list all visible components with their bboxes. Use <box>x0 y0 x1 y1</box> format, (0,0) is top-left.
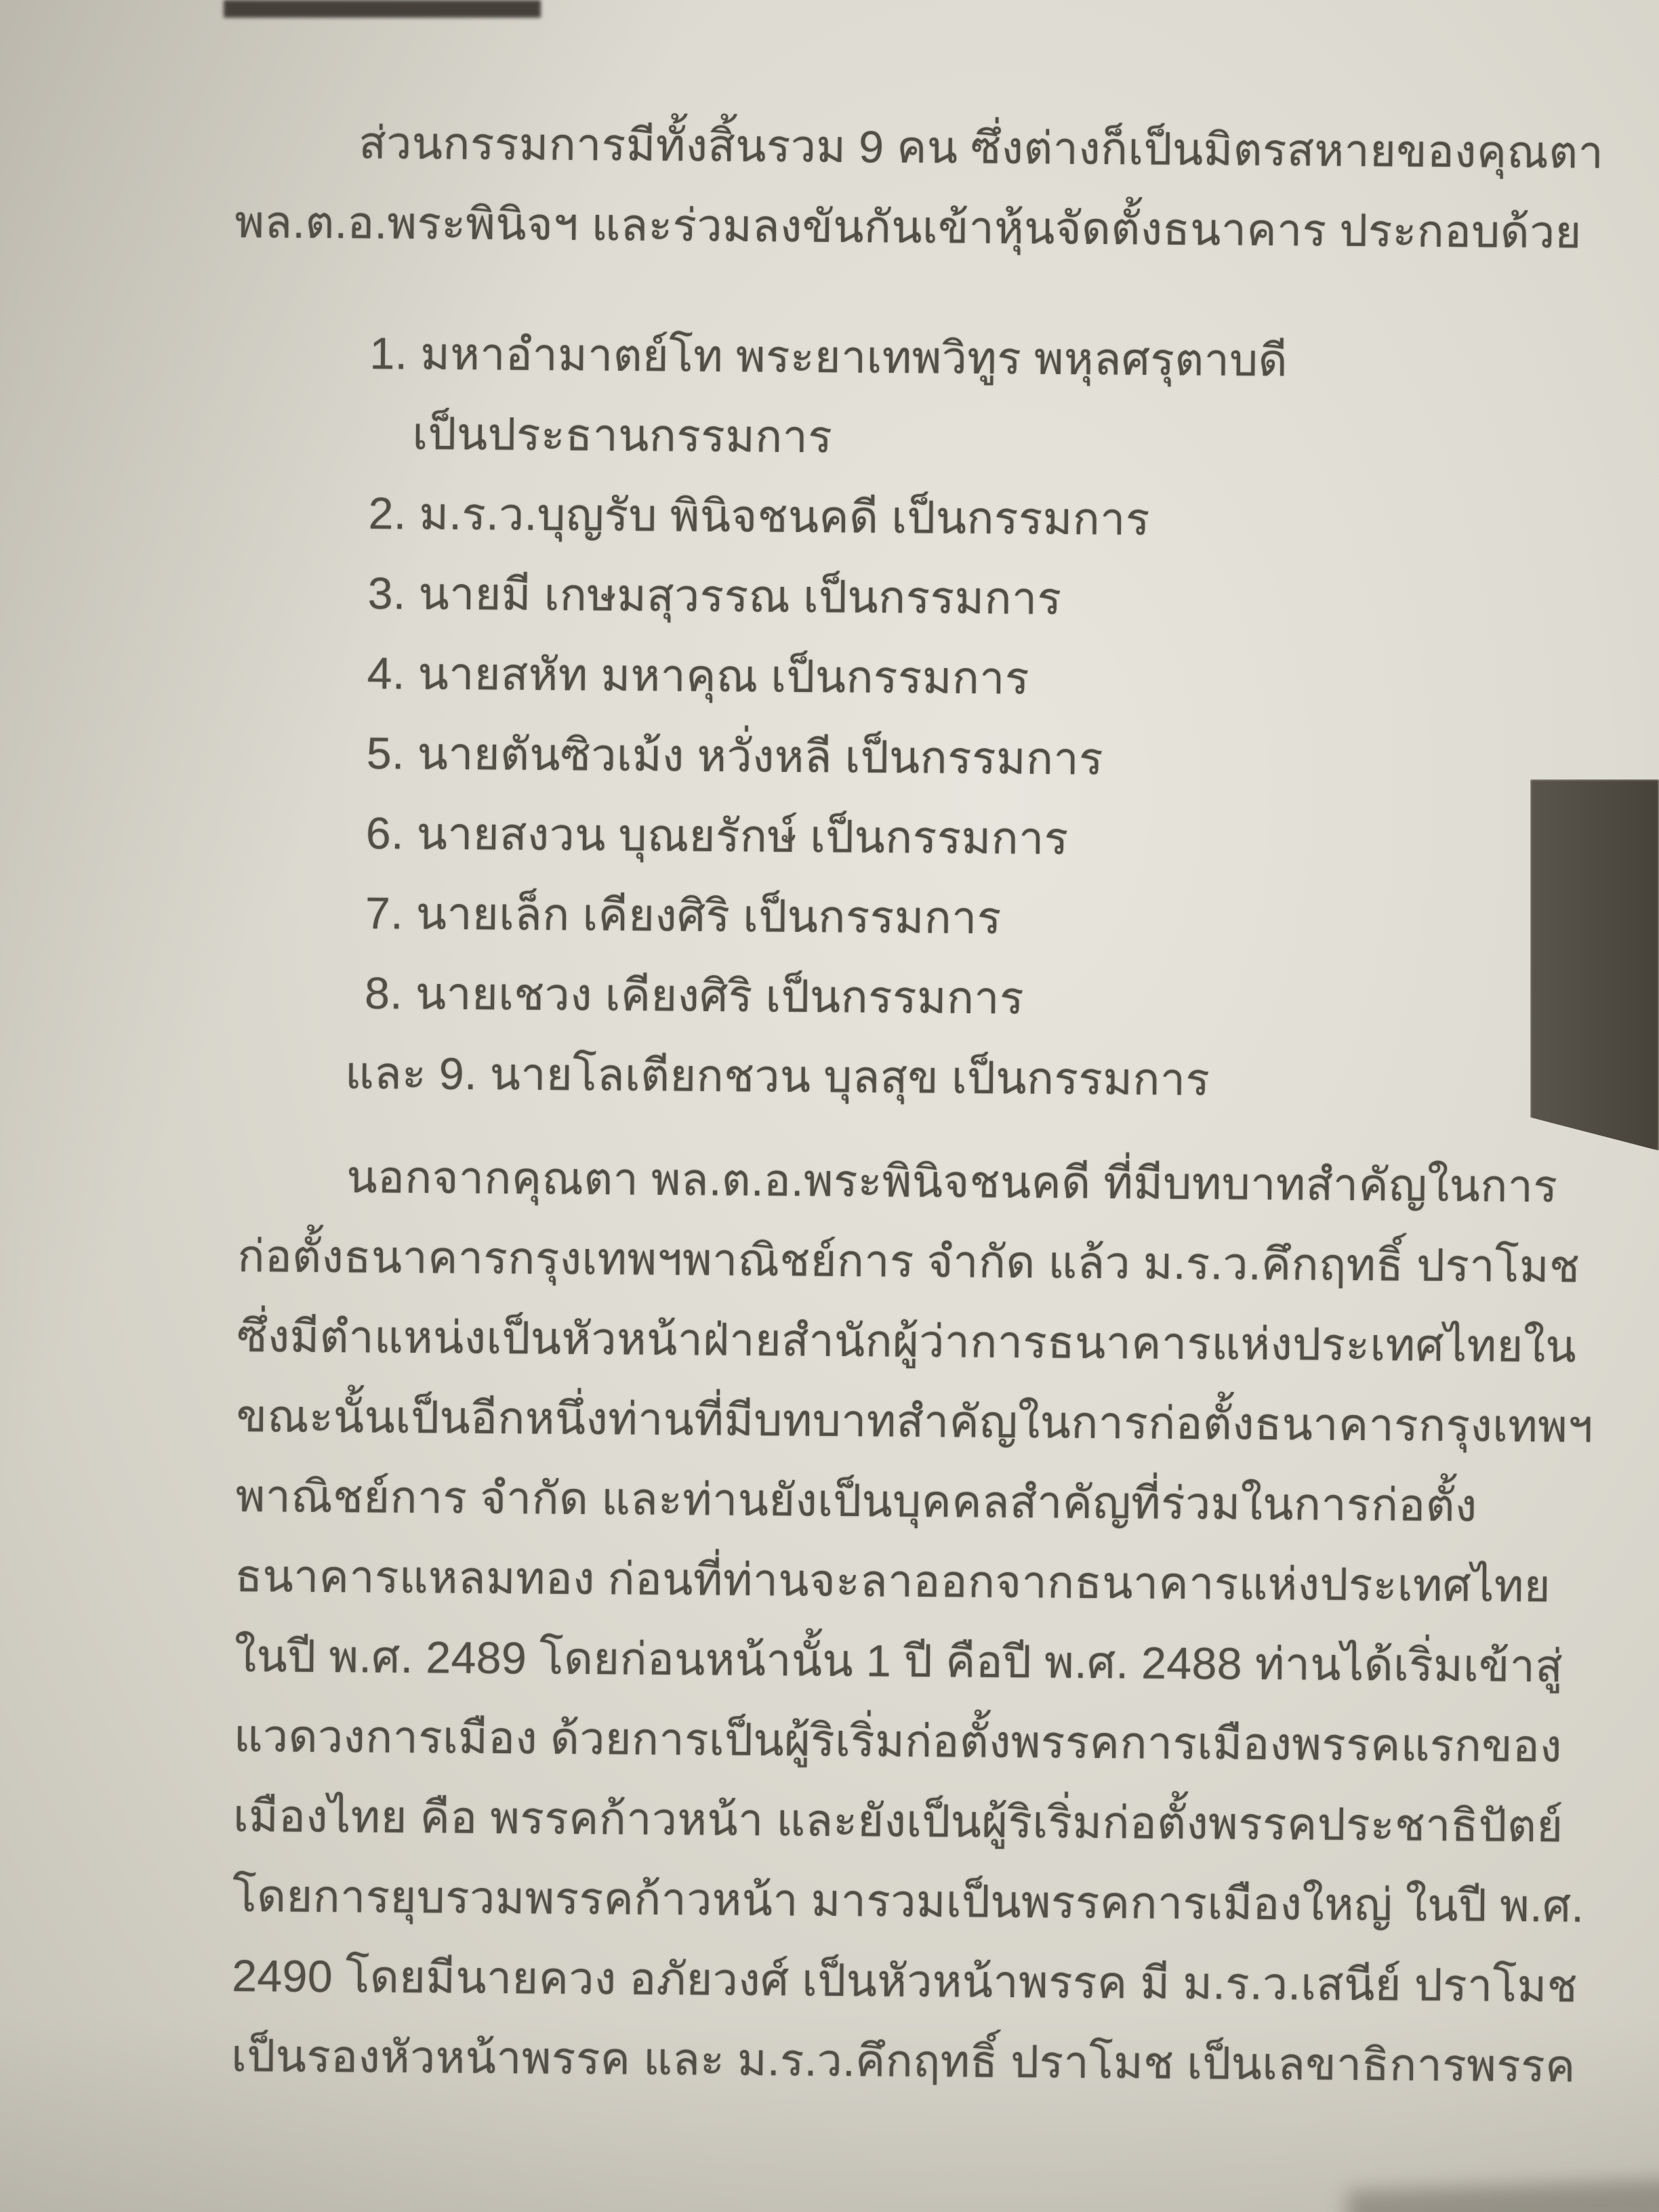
list-item: 1. มหาอำมาตย์โท พระยาเทพวิทูร พหุลศรุตาบดี <box>369 327 1288 386</box>
text-line: ธนาคารแหลมทอง ก่อนที่ท่านจะลาออกจากธนาคารแห่งประเทศไทย <box>234 1550 1551 1612</box>
top-edge-shadow <box>224 0 541 18</box>
list-item: 6. นายสงวน บุณยรักษ์ เป็นกรรมการ <box>365 807 1069 864</box>
intro-paragraph <box>234 102 1625 272</box>
list-item: 3. นายมี เกษมสุวรรณ เป็นกรรมการ <box>367 567 1062 624</box>
text-line: ซึ่งมีตำแหน่งเป็นหัวหน้าฝ่ายสำนักผู้ว่าการธนาคารแห่งประเทศไทยใน <box>237 1310 1577 1372</box>
body-paragraph <box>231 1136 1635 2106</box>
text-line: พาณิชย์การ จำกัด และท่านยังเป็นบุคคลสำคัญที่ร่วมในการก่อตั้ง <box>235 1470 1478 1531</box>
list-item: 4. นายสหัท มหาคุณ เป็นกรรมการ <box>367 647 1030 703</box>
list-item-continuation: เป็นประธานกรรมการ <box>412 408 833 462</box>
text-line: ก่อตั้งธนาคารกรุงเทพฯพาณิชย์การ จำกัด แล้ว ม.ร.ว.คึกฤทธิ์ ปราโมช <box>237 1230 1580 1292</box>
list-item: 5. นายตันซิวเม้ง หวั่งหลี เป็นกรรมการ <box>366 727 1104 784</box>
bottom-corner-shadow <box>1347 2179 1659 2212</box>
committee-list <box>344 313 1658 1123</box>
text-line: 2490 โดยมีนายควง อภัยวงศ์ เป็นหัวหน้าพรรค มี ม.ร.ว.เสนีย์ ปราโมช <box>231 1950 1578 2011</box>
text-line: พล.ต.อ.พระพินิจฯ และร่วมลงขันกันเข้าหุ้นจัดตั้งธนาคาร ประกอบด้วย <box>234 196 1582 258</box>
list-item: และ 9. นายโลเตียกชวน บุลสุข เป็นกรรมการ <box>344 1047 1210 1105</box>
text-line: ส่วนกรรมการมีทั้งสิ้นรวม 9 คน ซึ่งต่างก็เป็นมิตรสหายของคุณตา <box>359 117 1604 178</box>
text-line: เมืองไทย คือ พรรคก้าวหน้า และยังเป็นผู้ริเริ่มก่อตั้งพรรคประชาธิปัตย์ <box>232 1790 1563 1851</box>
list-item: 7. นายเล็ก เคียงศิริ เป็นกรรมการ <box>365 887 1002 943</box>
text-line: โดยการยุบรวมพรรคก้าวหน้า มารวมเป็นพรรคการเมืองใหญ่ ในปี พ.ศ. <box>232 1870 1584 1931</box>
list-item: 8. นายเชวง เคียงศิริ เป็นกรรมการ <box>364 967 1025 1023</box>
text-line: ในปี พ.ศ. 2489 โดยก่อนหน้านั้น 1 ปี คือปี พ.ศ. 2488 ท่านได้เริ่มเข้าสู่ <box>234 1630 1563 1692</box>
text-line: ขณะนั้นเป็นอีกหนึ่งท่านที่มีบทบาทสำคัญในการก่อตั้งธนาคารกรุงเทพฯ <box>236 1390 1594 1452</box>
text-line: เป็นรองหัวหน้าพรรค และ ม.ร.ว.คึกฤทธิ์ ปราโมช เป็นเลขาธิการพรรค <box>231 2030 1576 2091</box>
text-line: แวดวงการเมือง ด้วยการเป็นผู้ริเริ่มก่อตั้งพรรคการเมืองพรรคแรกของ <box>233 1710 1563 1771</box>
text-line: นอกจากคุณตา พล.ต.อ.พระพินิจชนคดี ที่มีบทบาทสำคัญในการ <box>346 1151 1558 1212</box>
list-item: 2. ม.ร.ว.บุญรับ พินิจชนคดี เป็นกรรมการ <box>368 487 1151 545</box>
